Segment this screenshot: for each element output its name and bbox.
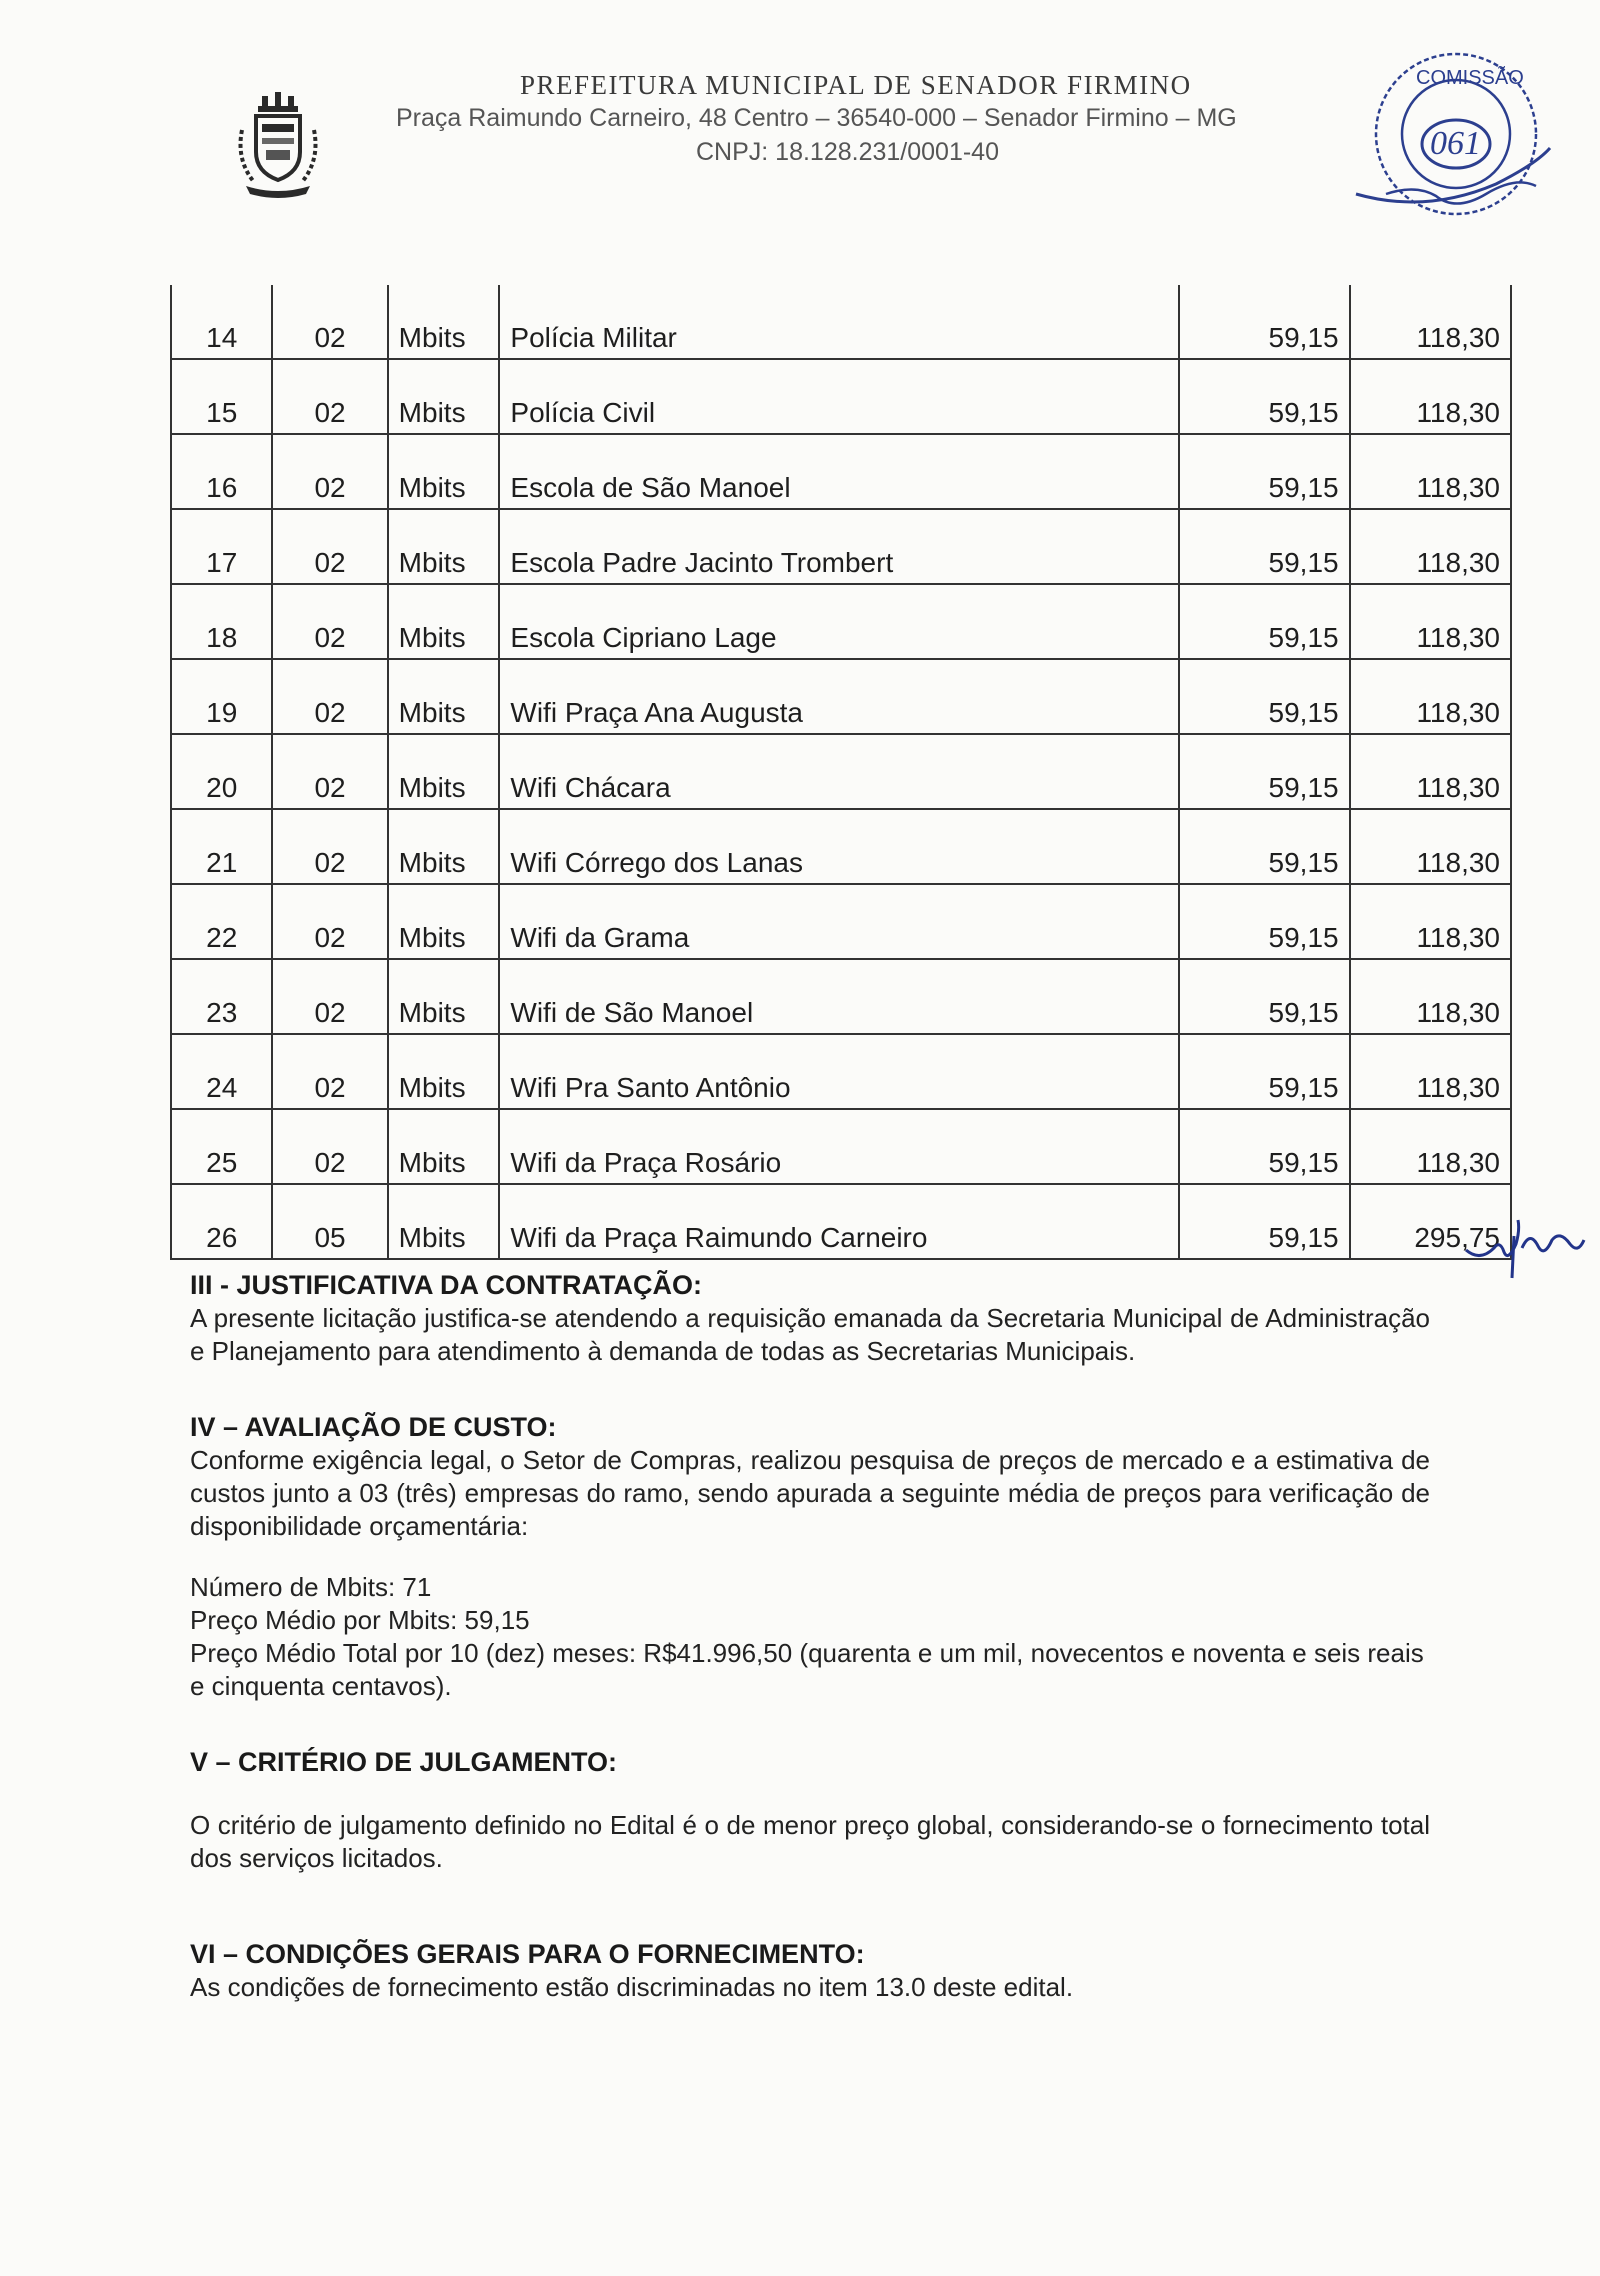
table-row [171, 1034, 1511, 1109]
section-body: O critério de julgamento definido no Edital é o de menor preço global, considerando-se o fornecimento total dos serviços licitados. [190, 1810, 1430, 1873]
coat-of-arms-icon [232, 90, 324, 198]
unit-cell: Mbits [388, 659, 500, 734]
description-cell: Polícia Militar [499, 285, 1178, 359]
unit-cell: Mbits [388, 884, 500, 959]
row-number: 21 [171, 809, 272, 884]
unit-price-cell: 59,15 [1179, 959, 1350, 1034]
document-sections [190, 1268, 1430, 2004]
description-cell: Wifi Praça Ana Augusta [499, 659, 1178, 734]
quantity-cell: 02 [272, 1109, 387, 1184]
total-price-cell: 118,30 [1350, 1109, 1511, 1184]
unit-cell: Mbits [388, 285, 500, 359]
table-row [171, 659, 1511, 734]
mbits-count: Número de Mbits: 71 [190, 1572, 432, 1602]
total-price-cell: 118,30 [1350, 434, 1511, 509]
row-number: 25 [171, 1109, 272, 1184]
row-number: 18 [171, 584, 272, 659]
description-cell: Wifi Córrego dos Lanas [499, 809, 1178, 884]
unit-price-cell: 59,15 [1179, 434, 1350, 509]
total-price-cell: 118,30 [1350, 584, 1511, 659]
description-cell: Wifi de São Manoel [499, 959, 1178, 1034]
description-cell: Wifi da Praça Raimundo Carneiro [499, 1184, 1178, 1259]
total-price-cell: 118,30 [1350, 659, 1511, 734]
unit-price-cell: 59,15 [1179, 359, 1350, 434]
unit-cell: Mbits [388, 959, 500, 1034]
section-body: A presente licitação justifica-se atendendo a requisição emanada da Secretaria Municipal de Administração e Planejamento para atendimento à demanda de todas as Secretarias Municipais. [190, 1303, 1430, 1366]
unit-price-cell: 59,15 [1179, 509, 1350, 584]
table-row [171, 509, 1511, 584]
table-row [171, 959, 1511, 1034]
municipality-title: PREFEITURA MUNICIPAL DE SENADOR FIRMINO [520, 70, 1192, 100]
quantity-cell: 02 [272, 509, 387, 584]
unit-price-cell: 59,15 [1179, 659, 1350, 734]
row-number: 14 [171, 285, 272, 359]
table-row [171, 1184, 1511, 1259]
unit-cell: Mbits [388, 1184, 500, 1259]
unit-price-cell: 59,15 [1179, 734, 1350, 809]
unit-price-cell: 59,15 [1179, 1184, 1350, 1259]
total-price-cell: 118,30 [1350, 359, 1511, 434]
unit-cell: Mbits [388, 1034, 500, 1109]
unit-cell: Mbits [388, 584, 500, 659]
quantity-cell: 02 [272, 884, 387, 959]
description-cell: Wifi da Praça Rosário [499, 1109, 1178, 1184]
table-row [171, 1109, 1511, 1184]
section-heading: III - JUSTIFICATIVA DA CONTRATAÇÃO: [190, 1270, 702, 1300]
total-price-cell: 295,75 [1350, 1184, 1511, 1259]
quantity-cell: 02 [272, 959, 387, 1034]
table-row [171, 359, 1511, 434]
unit-price-cell: 59,15 [1179, 285, 1350, 359]
table-row [171, 584, 1511, 659]
unit-price-cell: 59,15 [1179, 1109, 1350, 1184]
svg-text:COMISSÃO: COMISSÃO [1416, 67, 1524, 89]
municipality-address: Praça Raimundo Carneiro, 48 Centro – 36540-000 – Senador Firmino – MG [396, 104, 1237, 132]
quantity-cell: 02 [272, 584, 387, 659]
description-cell: Polícia Civil [499, 359, 1178, 434]
total-price-cell: 118,30 [1350, 809, 1511, 884]
section-body: As condições de fornecimento estão discriminadas no item 13.0 deste edital. [190, 1972, 1074, 2002]
handwritten-initials-icon [1460, 1200, 1590, 1280]
table-row [171, 809, 1511, 884]
row-number: 23 [171, 959, 272, 1034]
unit-cell: Mbits [388, 359, 500, 434]
quantity-cell: 02 [272, 809, 387, 884]
unit-price-cell: 59,15 [1179, 884, 1350, 959]
section-heading: IV – AVALIAÇÃO DE CUSTO: [190, 1412, 557, 1442]
row-number: 17 [171, 509, 272, 584]
row-number: 20 [171, 734, 272, 809]
commission-stamp-icon [1346, 44, 1556, 234]
unit-price-cell: 59,15 [1179, 809, 1350, 884]
description-cell: Wifi Chácara [499, 734, 1178, 809]
unit-cell: Mbits [388, 434, 500, 509]
section-supply-conditions [190, 1937, 1430, 2004]
total-price-cell: 118,30 [1350, 959, 1511, 1034]
row-number: 16 [171, 434, 272, 509]
unit-cell: Mbits [388, 1109, 500, 1184]
unit-cell: Mbits [388, 734, 500, 809]
quantity-cell: 05 [272, 1184, 387, 1259]
table-row [171, 884, 1511, 959]
quantity-cell: 02 [272, 1034, 387, 1109]
total-price-cell: 118,30 [1350, 285, 1511, 359]
description-cell: Escola Cipriano Lage [499, 584, 1178, 659]
table-row [171, 434, 1511, 509]
items-table [170, 285, 1512, 1260]
table-row [171, 285, 1511, 359]
section-body: Conforme exigência legal, o Setor de Compras, realizou pesquisa de preços de mercado e a estimativa de custos junto a 03 (três) empresas do ramo, sendo apurada a seguinte média de preços para verificação de disponibilidade orçamentária: [190, 1445, 1430, 1541]
unit-price-cell: 59,15 [1179, 584, 1350, 659]
average-total-price: Preço Médio Total por 10 (dez) meses: R$41.996,50 (quarenta e um mil, novecentos e noventa e seis reais e cinquenta centavos). [190, 1638, 1424, 1701]
unit-cell: Mbits [388, 809, 500, 884]
total-price-cell: 118,30 [1350, 734, 1511, 809]
average-price: Preço Médio por Mbits: 59,15 [190, 1605, 530, 1635]
section-justification [190, 1268, 1430, 1368]
total-price-cell: 118,30 [1350, 884, 1511, 959]
description-cell: Escola Padre Jacinto Trombert [499, 509, 1178, 584]
unit-cell: Mbits [388, 509, 500, 584]
row-number: 15 [171, 359, 272, 434]
description-cell: Wifi Pra Santo Antônio [499, 1034, 1178, 1109]
table-row [171, 734, 1511, 809]
description-cell: Wifi da Grama [499, 884, 1178, 959]
section-heading: V – CRITÉRIO DE JULGAMENTO: [190, 1747, 618, 1777]
section-cost-evaluation [190, 1410, 1430, 1543]
quantity-cell: 02 [272, 434, 387, 509]
section-judgment-criterion [190, 1745, 1430, 1875]
cost-metrics [190, 1571, 1430, 1703]
quantity-cell: 02 [272, 734, 387, 809]
row-number: 22 [171, 884, 272, 959]
section-heading: VI – CONDIÇÕES GERAIS PARA O FORNECIMENTO: [190, 1939, 865, 1969]
row-number: 26 [171, 1184, 272, 1259]
municipality-cnpj: CNPJ: 18.128.231/0001-40 [696, 138, 999, 166]
svg-text:061: 061 [1430, 125, 1481, 162]
description-cell: Escola de São Manoel [499, 434, 1178, 509]
row-number: 19 [171, 659, 272, 734]
quantity-cell: 02 [272, 659, 387, 734]
row-number: 24 [171, 1034, 272, 1109]
quantity-cell: 02 [272, 285, 387, 359]
total-price-cell: 118,30 [1350, 1034, 1511, 1109]
quantity-cell: 02 [272, 359, 387, 434]
total-price-cell: 118,30 [1350, 509, 1511, 584]
unit-price-cell: 59,15 [1179, 1034, 1350, 1109]
